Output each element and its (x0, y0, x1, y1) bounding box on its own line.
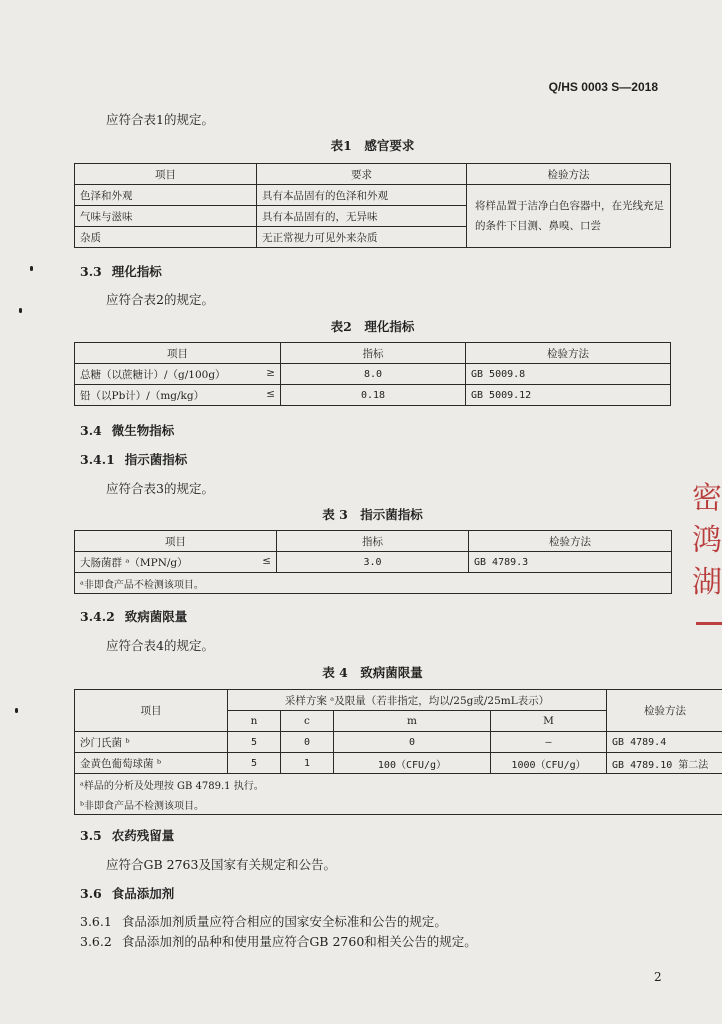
table2-method-cell: GB 5009.8 (466, 364, 671, 385)
table4-m-cell: 100（CFU/g） (334, 753, 491, 774)
clause-text: 食品添加剂的品种和使用量应符合GB 2760和相关公告的规定。 (121, 934, 477, 949)
table4-subheader-c: c (281, 711, 334, 732)
table1-cell: 杂质 (75, 227, 257, 248)
section-3-4-2-heading (80, 607, 187, 625)
table4-header-item: 项目 (75, 690, 228, 732)
table4-n-cell: 5 (228, 732, 281, 753)
section-title: 农药残留量 (111, 828, 175, 843)
table1-caption: 表1 感官要求 (330, 138, 415, 153)
section-number: 3.6.1 (80, 914, 112, 929)
item-text: 总糖（以蔗糖计）/（g/100g） (80, 368, 226, 381)
table3-header-index: 指标 (277, 531, 469, 552)
section-3-4-2-text: 应符合表4的规定。 (106, 638, 214, 653)
clause-text: 食品添加剂质量应符合相应的国家安全标准和公告的规定。 (121, 914, 447, 929)
scan-mark (15, 708, 18, 713)
table2-item-cell (75, 364, 281, 385)
section-number: 3.4.1 (80, 452, 115, 467)
comparison-symbol: ≤ (266, 387, 275, 400)
section-title: 理化指标 (111, 264, 162, 279)
section-3-6-2 (80, 932, 477, 950)
table4-caption: 表 4 致病菌限量 (322, 665, 423, 680)
intro-text: 应符合表1的规定。 (106, 112, 214, 127)
table4-subheader-n: n (228, 711, 281, 732)
table1-method-cell: 将样品置于洁净白色容器中，在光线充足的条件下目测、鼻嗅、口尝 (467, 185, 671, 248)
table4-item-cell: 金黄色葡萄球菌 ᵇ (75, 753, 228, 774)
section-number: 3.6.2 (80, 934, 112, 949)
comparison-symbol: ≥ (266, 366, 275, 379)
official-seal-stamp (692, 478, 722, 628)
table1-cell: 色泽和外观 (75, 185, 257, 206)
table2-caption: 表2 理化指标 (330, 319, 415, 334)
section-3-3-heading (80, 262, 162, 280)
table3-caption: 表 3 指示菌指标 (322, 507, 423, 522)
seal-char: 密 (692, 481, 722, 516)
table2-item-cell (75, 385, 281, 406)
item-text: 大肠菌群 ᵃ（MPN/g） (80, 556, 188, 569)
table3 (74, 530, 672, 594)
section-number: 3.4 (80, 423, 102, 438)
table2 (74, 342, 671, 406)
standard-code: Q/HS 0003 S—2018 (548, 80, 658, 94)
section-number: 3.3 (80, 264, 102, 279)
item-text: 铅（以Pb计）/（mg/kg） (80, 389, 205, 402)
table4-M-cell: — (491, 732, 607, 753)
section-3-5-text: 应符合GB 2763及国家有关规定和公告。 (106, 857, 336, 872)
table1-header-method: 检验方法 (467, 164, 671, 185)
section-number: 3.6 (80, 886, 102, 901)
section-3-4-1-heading (80, 450, 187, 468)
section-title: 指示菌指标 (124, 452, 188, 467)
table4-subheader-m: m (334, 711, 491, 732)
table2-value-cell: 8.0 (281, 364, 466, 385)
table3-value-cell: 3.0 (277, 552, 469, 573)
page-number: 2 (654, 970, 662, 984)
section-3-4-1-text: 应符合表3的规定。 (106, 481, 214, 496)
table1-cell: 具有本品固有的色泽和外观 (257, 185, 467, 206)
table2-header-item: 项目 (75, 343, 281, 364)
seal-char: 湖 (692, 565, 722, 600)
table3-header-method: 检验方法 (469, 531, 672, 552)
table1-cell: 无正常视力可见外来杂质 (257, 227, 467, 248)
table4-n-cell: 5 (228, 753, 281, 774)
section-3-3-text: 应符合表2的规定。 (106, 292, 214, 307)
table1 (74, 163, 671, 248)
table3-header-item: 项目 (75, 531, 277, 552)
table4-subheader-M: M (491, 711, 607, 732)
seal-edge (696, 622, 722, 625)
table4-m-cell: 0 (334, 732, 491, 753)
table4-c-cell: 0 (281, 732, 334, 753)
table4-M-cell: 1000（CFU/g） (491, 753, 607, 774)
table2-method-cell: GB 5009.12 (466, 385, 671, 406)
table4-method-cell: GB 4789.4 (607, 732, 722, 753)
table4-header-sampling: 采样方案 ᵃ及限量（若非指定，均以/25g或/25mL表示） (228, 690, 607, 711)
table2-value-cell: 0.18 (281, 385, 466, 406)
table1-header-requirement: 要求 (257, 164, 467, 185)
table4 (74, 689, 722, 815)
table1-header-item: 项目 (75, 164, 257, 185)
section-number: 3.4.2 (80, 609, 115, 624)
table3-footnote: ᵃ非即食产品不检测该项目。 (75, 573, 672, 594)
table2-header-method: 检验方法 (466, 343, 671, 364)
table4-header-method: 检验方法 (607, 690, 722, 732)
table1-cell: 气味与滋味 (75, 206, 257, 227)
table4-footnote: ᵇ非即食产品不检测该项目。 (75, 794, 722, 815)
section-3-6-heading (80, 884, 174, 902)
table4-c-cell: 1 (281, 753, 334, 774)
table3-method-cell: GB 4789.3 (469, 552, 672, 573)
table3-item-cell (75, 552, 277, 573)
table1-cell: 具有本品固有的，无异味 (257, 206, 467, 227)
table4-footnote: ᵃ样品的分析及处理按 GB 4789.1 执行。 (75, 774, 722, 795)
section-title: 致病菌限量 (124, 609, 188, 624)
scan-mark (30, 266, 33, 271)
scan-mark (19, 308, 22, 313)
comparison-symbol: ≤ (262, 554, 271, 567)
table4-method-cell: GB 4789.10 第二法 (607, 753, 722, 774)
seal-char: 鸿 (692, 523, 722, 558)
section-title: 食品添加剂 (111, 886, 175, 901)
section-title: 微生物指标 (111, 423, 175, 438)
table2-header-index: 指标 (281, 343, 466, 364)
table4-item-cell: 沙门氏菌 ᵇ (75, 732, 228, 753)
section-3-4-heading (80, 421, 174, 439)
section-3-5-heading (80, 826, 174, 844)
section-3-6-1 (80, 912, 447, 930)
section-number: 3.5 (80, 828, 102, 843)
